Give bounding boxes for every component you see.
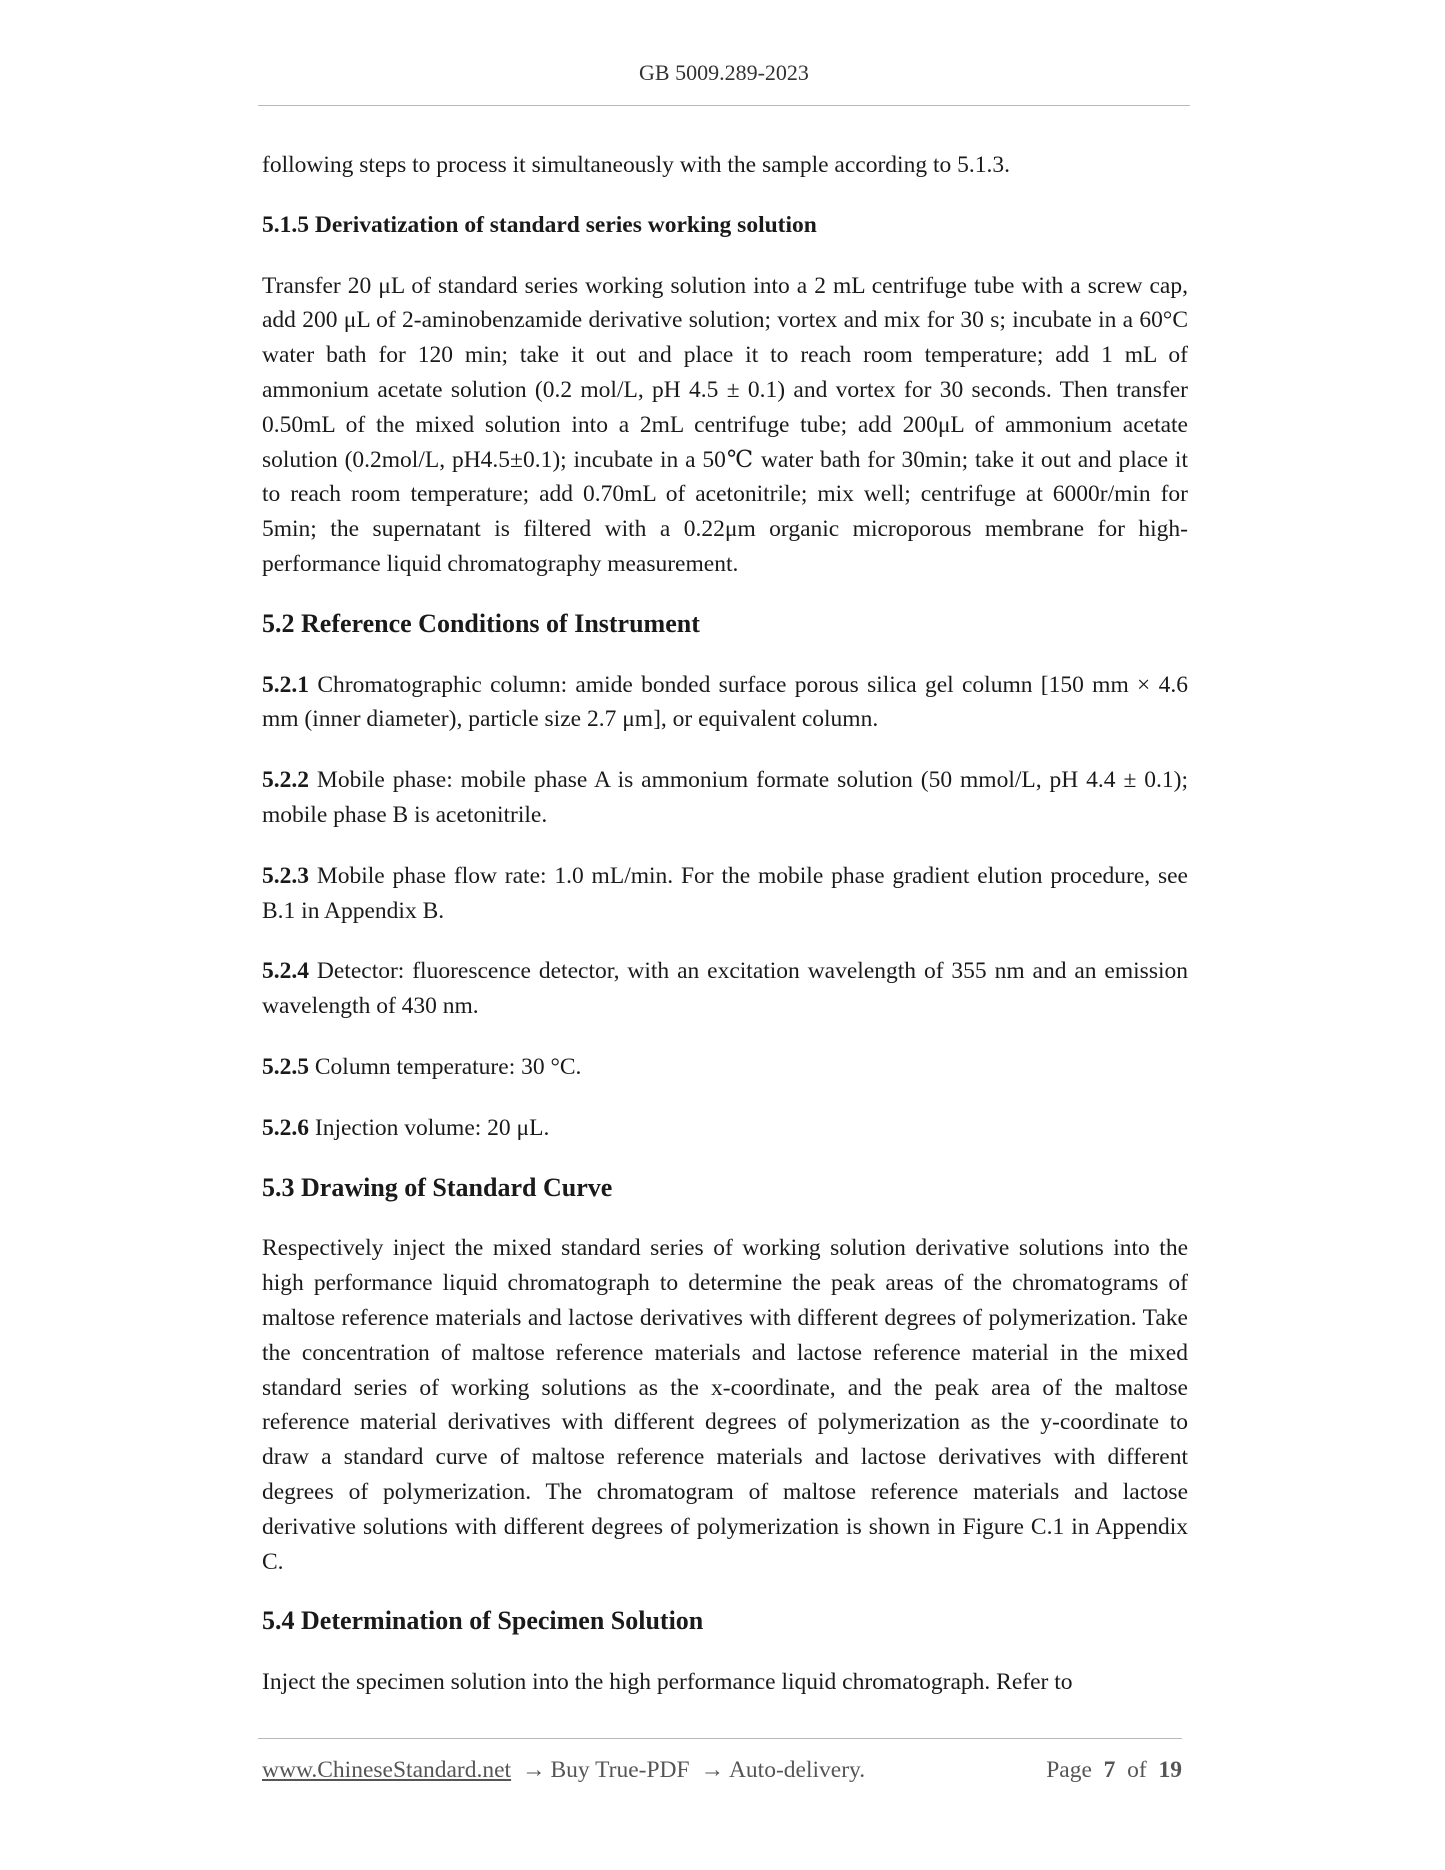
- arrow-icon: →: [521, 1757, 546, 1783]
- page-counter: [1046, 1757, 1182, 1784]
- intro-paragraph: following steps to process it simultaneously with the sample according to 5.1.3.: [262, 152, 1010, 178]
- clause-number: 5.2.1: [262, 671, 309, 698]
- auto-delivery-text: Auto-delivery.: [728, 1757, 866, 1783]
- clause-text: Chromatographic column: amide bonded surface porous silica gel column [150 mm × 4.6 mm (inner diameter), particle size 2.7 μm], or equivalent column.: [262, 671, 1188, 733]
- clause-number: 5.2.2: [262, 767, 309, 794]
- clause-5-2-6: [262, 1111, 1188, 1146]
- clause-5-2-1: [262, 668, 1188, 738]
- clause-5-2-3: [262, 859, 1188, 929]
- clause-number: 5.2.3: [262, 862, 309, 889]
- clause-text: Detector: fluorescence detector, with an excitation wavelength of 355 nm and an emission wavelength of 430 nm.: [262, 958, 1188, 1020]
- page-number: 7: [1103, 1757, 1116, 1783]
- paragraph-5-3: Respectively inject the mixed standard series of working solution derivative solutions into the high performance liquid chromatograph to determine the peak areas of the chromatograms of maltose reference materials and lactose derivatives with different degrees of polymerization. Take the concentration of maltose reference materials and lactose reference material in the mixed standard series of working solutions as the x-coordinate, and the peak area of the maltose reference material derivatives with different degrees of polymerization as the y-coordinate to draw a standard curve of maltose reference materials and lactose derivatives with different degrees of polymerization. The chromatogram of maltose reference materials and lactose derivative solutions with different degrees of polymerization is shown in Figure C.1 in Appendix C.: [262, 1235, 1188, 1575]
- heading-5-1-5: 5.1.5 Derivatization of standard series working solution: [262, 211, 817, 238]
- header-divider: [258, 105, 1190, 106]
- paragraph-5-4: Inject the specimen solution into the high performance liquid chromatograph. Refer to: [262, 1669, 1073, 1696]
- page-total: 19: [1158, 1757, 1182, 1783]
- clause-text: Column temperature: 30 °C.: [314, 1053, 582, 1080]
- heading-5-2: 5.2 Reference Conditions of Instrument: [262, 608, 700, 638]
- page-footer: [262, 1757, 1182, 1784]
- of-word: of: [1127, 1757, 1147, 1783]
- clause-5-2-2: [262, 763, 1188, 833]
- clause-number: 5.2.5: [262, 1053, 309, 1080]
- arrow-icon: →: [700, 1757, 724, 1783]
- page-word: Page: [1046, 1757, 1092, 1783]
- document-code: GB 5009.289-2023: [639, 60, 809, 85]
- clause-text: Mobile phase: mobile phase A is ammonium formate solution (50 mmol/L, pH 4.4 ± 0.1); mobile phase B is acetonitrile.: [262, 767, 1188, 828]
- heading-5-4: 5.4 Determination of Specimen Solution: [262, 1606, 704, 1636]
- clause-number: 5.2.4: [262, 958, 309, 985]
- clause-5-2-4: [262, 954, 1188, 1024]
- clause-text: Mobile phase flow rate: 1.0 mL/min. For the mobile phase gradient elution procedure, see B.1 in Appendix B.: [262, 862, 1188, 924]
- clause-text: Injection volume: 20 μL.: [314, 1114, 550, 1141]
- site-link[interactable]: www.ChineseStandard.net: [262, 1757, 512, 1783]
- clause-5-2-5: [262, 1050, 1188, 1085]
- paragraph-5-1-5: Transfer 20 μL of standard series working solution into a 2 mL centrifuge tube with a screw cap, add 200 μL of 2-aminobenzamide derivative solution; vortex and mix for 30 s; incubate in a 60°C water bath for 120 min; take it out and place it to reach room temperature; add 1 mL of ammonium acetate solution (0.2 mol/L, pH 4.5 ± 0.1) and vortex for 30 seconds. Then transfer 0.50mL of the mixed solution into a 2mL centrifuge tube; add 200μL of ammonium acetate solution (0.2mol/L, pH4.5±0.1); incubate in a 50℃ water bath for 30min; take it out and place it to reach room temperature; add 0.70mL of acetonitrile; mix well; centrifuge at 6000r/min for 5min; the supernatant is filtered with a 0.22μm organic microporous membrane for high-performance liquid chromatography measurement.: [262, 272, 1188, 577]
- buy-pdf-text: Buy True-PDF: [550, 1757, 690, 1783]
- page-header: [258, 60, 1190, 86]
- document-body: [262, 148, 1188, 1700]
- footer-divider: [258, 1738, 1182, 1739]
- clause-number: 5.2.6: [262, 1114, 309, 1141]
- heading-5-3: 5.3 Drawing of Standard Curve: [262, 1172, 613, 1202]
